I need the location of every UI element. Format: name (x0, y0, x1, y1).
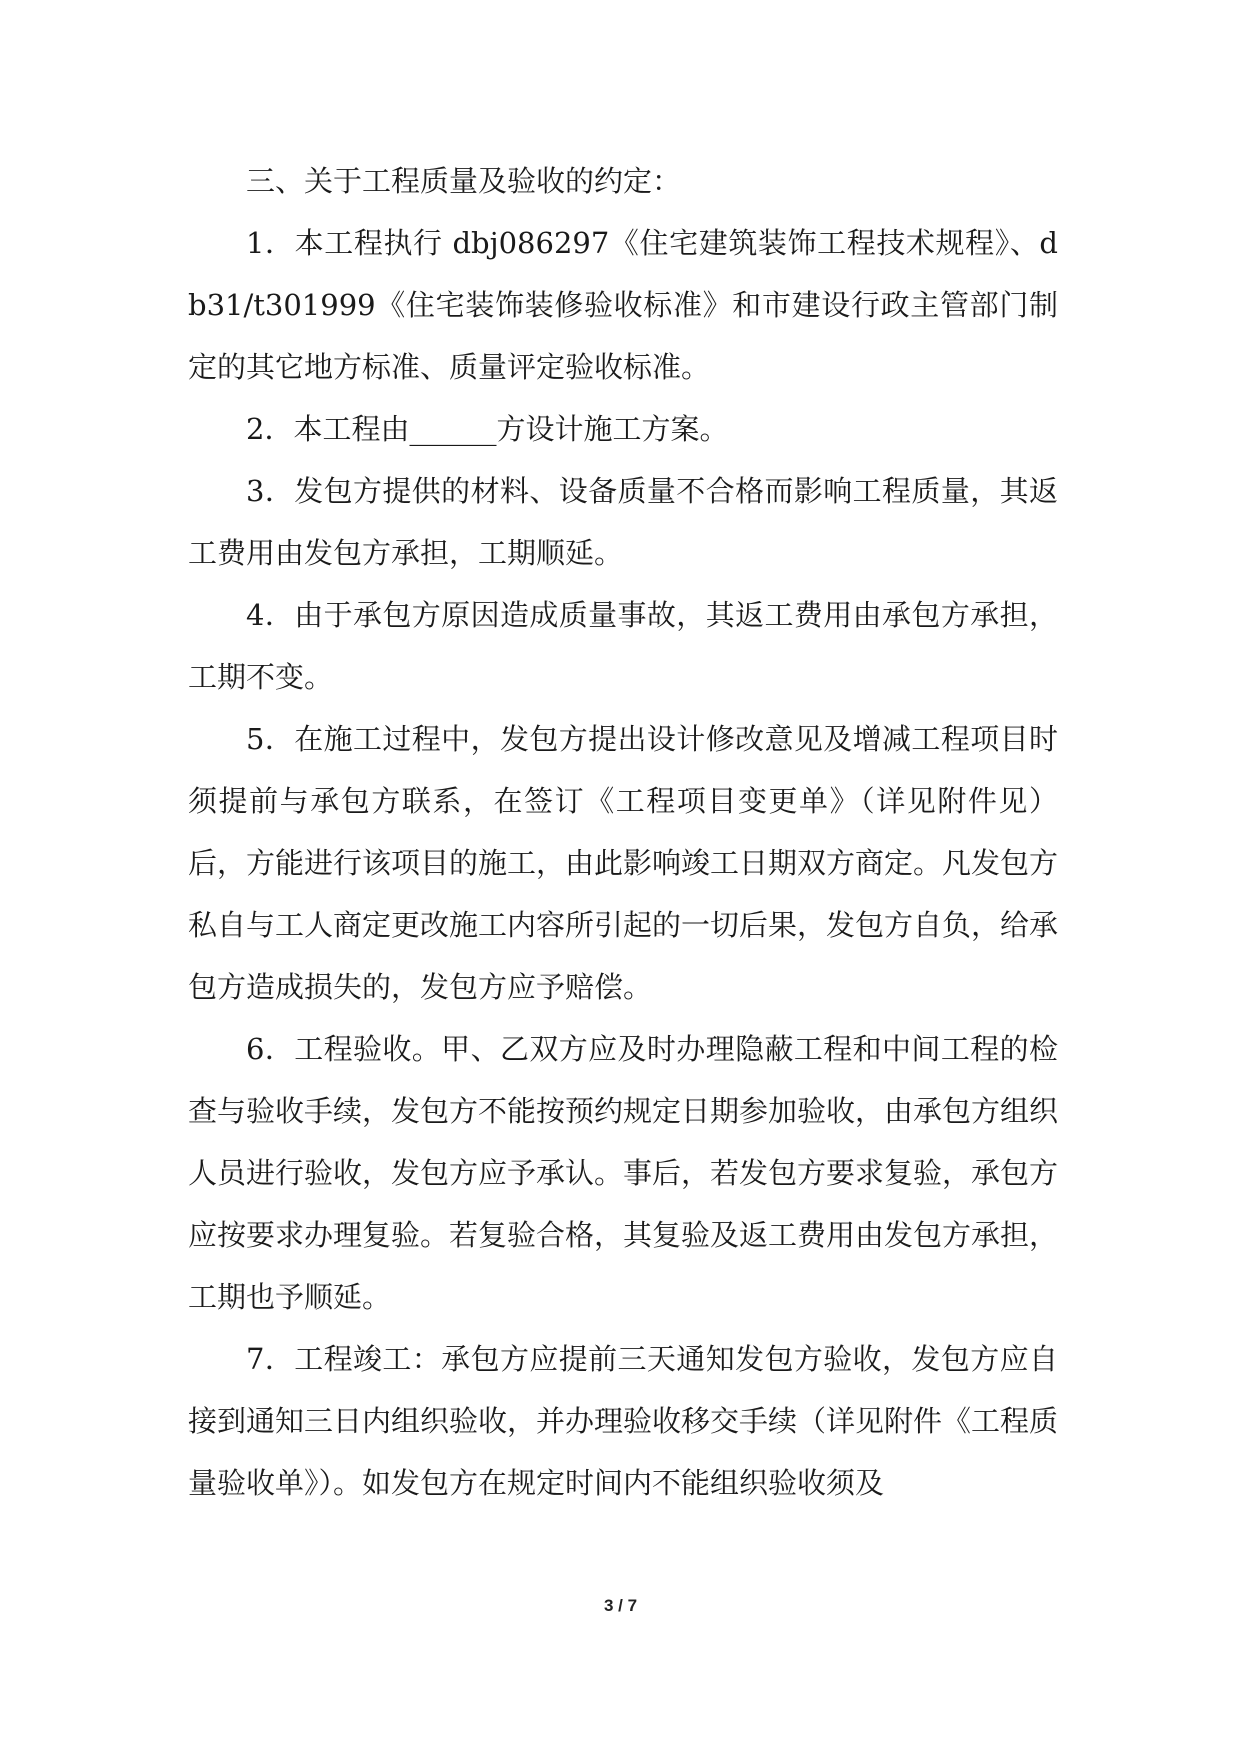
page-number: 3 / 7 (603, 1596, 638, 1615)
clause-7: 7．工程竣工：承包方应提前三天通知发包方验收，发包方应自接到通知三日内组织验收，并办理验收移交手续（详见附件《工程质量验收单》）。如发包方在规定时间内不能组织验收须及 (188, 1342, 1059, 1500)
section-heading: 三、关于工程质量及验收的约定： (246, 164, 682, 198)
clause-6: 6．工程验收。甲、乙双方应及时办理隐蔽工程和中间工程的检查与验收手续，发包方不能按预约规定日期参加验收，由承包方组织人员进行验收，发包方应予承认。事后，若发包方要求复验，承包方应按要求办理复验。若复验合格，其复验及返工费用由发包方承担，工期也予顺延。 (188, 1032, 1059, 1314)
clause-4: 4．由于承包方原因造成质量事故，其返工费用由承包方承担，工期不变。 (188, 598, 1058, 694)
clause-1: 1．本工程执行 dbj086297《住宅建筑装饰工程技术规程》、db31/t301999《住宅装饰装修验收标准》和市建设行政主管部门制定的其它地方标准、质量评定验收标准。 (188, 226, 1058, 384)
clause-2: 2．本工程由______方设计施工方案。 (246, 412, 729, 446)
document-body (188, 150, 1058, 1514)
clause-3: 3．发包方提供的材料、设备质量不合格而影响工程质量，其返工费用由发包方承担，工期顺延。 (188, 474, 1058, 570)
clause-5: 5．在施工过程中，发包方提出设计修改意见及增减工程项目时须提前与承包方联系，在签订《工程项目变更单》（详见附件见）后，方能进行该项目的施工，由此影响竣工日期双方商定。凡发包方私自与工人商定更改施工内容所引起的一切后果，发包方自负，给承包方造成损失的，发包方应予赔偿。 (188, 722, 1059, 1004)
